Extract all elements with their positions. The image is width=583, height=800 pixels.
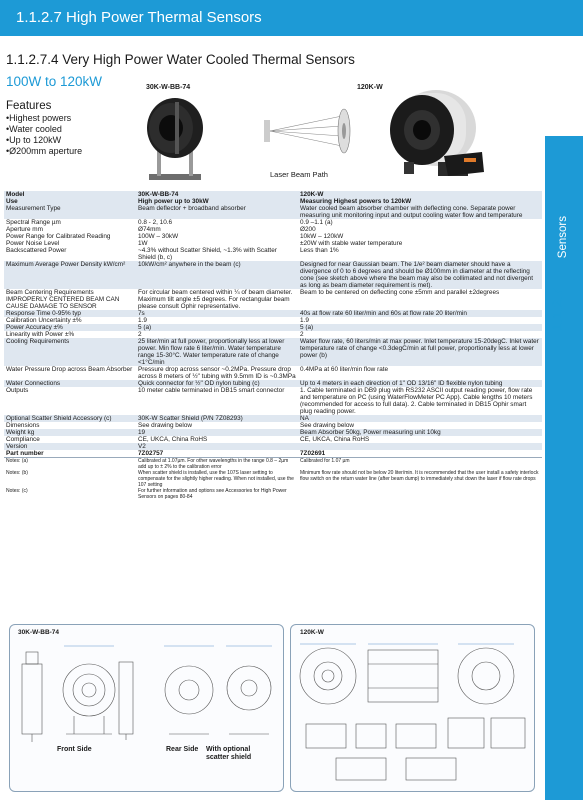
spec-label-cell: Model — [4, 191, 136, 198]
spec-value-cell: 40s at flow rate 60 liter/min and 60s at flow rate 20 liter/min — [298, 310, 542, 317]
spec-value-cell: Designed for near Gaussian beam. The 1/e² beam diameter should have a divergence of 0 to 6 degrees and should be Ø100mm in diameter at the reflecting cone (see sketch above where the beam may also be collimated and not divergent as long as beam diameter requirement is met). — [298, 261, 542, 289]
spec-value-cell: V2 — [136, 443, 298, 450]
caption-scatter-shield: With optional scatter shield — [206, 746, 252, 761]
spec-row — [4, 443, 542, 450]
spec-label-cell: Maximum Average Power Density kW/cm² — [4, 261, 136, 289]
spec-row — [4, 338, 542, 366]
spec-value-cell: Pressure drop across sensor ~0.2MPa. Pressure drop across 8 meters of ½" tubing with 9.5mm ID is ~0.3MPa — [138, 366, 296, 380]
spec-row — [4, 429, 542, 436]
spec-row — [4, 366, 542, 380]
spec-row — [4, 261, 542, 289]
spec-row — [4, 226, 542, 233]
spec-value-cell: 30K-W Scatter Shield (P/N 7Z08293) — [136, 415, 298, 422]
spec-value-cell: Up to 4 meters in each direction of 1" OD 13/16" ID flexible nylon tubing — [298, 380, 542, 387]
spec-row — [4, 380, 542, 387]
spec-row — [4, 458, 542, 471]
features-list — [6, 113, 82, 157]
side-section-number: 1.1.2.7 — [549, 288, 565, 331]
spec-value-cell: Quick connector for ½" OD nylon tubing (c) — [136, 380, 298, 387]
drawing-title-30k: 30K-W-BB-74 — [18, 629, 60, 636]
spec-label-cell: Notes: (c) — [6, 488, 28, 494]
sensor-30k-image — [135, 92, 215, 182]
spec-label-cell: Part number — [6, 450, 44, 457]
spec-value-cell: For circular beam centered within ¼ of beam diameter. Maximum tilt angle ±5 degrees. For rectangular beam please consult Ophir representative. — [138, 289, 293, 310]
spec-label-cell: Measurement Type — [4, 205, 136, 219]
spec-label-cell: Power Noise Level — [6, 240, 60, 247]
spec-value-cell: See drawing below — [300, 422, 354, 429]
spec-label-cell: Version — [4, 443, 136, 450]
spec-label-cell: Power Range for Calibrated Reading — [6, 233, 111, 240]
spec-label-cell: Calibration Uncertainty ±% — [6, 317, 82, 324]
laser-beam-path-diagram — [262, 96, 362, 166]
spec-value-cell: High power up to 30kW — [136, 198, 298, 205]
spec-value-cell: 0.9 –1.1 (a) — [300, 219, 333, 226]
spec-value-cell: For further information and options see Accessories for High Power Sensors on pages 80-84 — [138, 488, 287, 500]
spec-value-cell: ±20W with stable water temperature — [300, 240, 403, 247]
spec-label-cell: Notes: (a) — [4, 458, 136, 471]
spec-label-cell: Optional Scatter Shield Accessory (c) — [4, 415, 136, 422]
spec-label-cell: Outputs — [6, 387, 29, 394]
feature-item: • Up to 120kW — [6, 135, 82, 146]
spec-row — [4, 324, 542, 331]
spec-label-cell: Use — [4, 198, 136, 205]
spec-label-cell: Response Time 0-95% typ — [4, 310, 136, 317]
spec-value-cell: 1.9 — [138, 317, 147, 324]
section-range: 100W to 120kW — [6, 74, 103, 89]
spec-value-cell: 30K-W-BB-74 — [136, 191, 298, 198]
spec-value-cell: 7Z02691 — [300, 450, 326, 457]
spec-value-cell: Ø200 — [300, 226, 316, 233]
spec-value-cell — [298, 488, 542, 500]
spec-value-cell: 2 — [300, 331, 304, 338]
header-title: 1.1.2.7 High Power Thermal Sensors — [16, 9, 262, 26]
spec-row — [4, 317, 542, 324]
spec-value-cell: CE, UKCA, China RoHS — [300, 436, 370, 443]
feature-item: • Water cooled — [6, 124, 82, 135]
spec-label-cell: Cooling Requirements — [4, 338, 136, 366]
header-bar — [0, 0, 583, 36]
spec-row — [4, 488, 542, 500]
spec-row — [4, 422, 542, 429]
image-label-30k: 30K-W-BB-74 — [146, 84, 191, 91]
spec-value-cell: Beam Absorber 50kg, Power measuring unit 10kg — [298, 429, 542, 436]
spec-row — [4, 219, 542, 226]
drawing-30k-views — [14, 640, 280, 744]
spec-value-cell: NA — [298, 415, 542, 422]
spec-value-cell: 1. Cable terminated in DB9 plug with RS232 ASCII output reading power, flow rate and temperature on PC (using WaterFlowMeter PC App). Cable lengths 10 meters (recommended for access to full data). 2. Cable terminated in DB15 Ophir smart plug reading power. — [300, 387, 533, 415]
spec-value-cell: 10kW/cm² anywhere in the beam (c) — [136, 261, 298, 289]
spec-row — [4, 233, 542, 240]
spec-value-cell: 25 liter/min at full power, proportionally less at lower power. Min flow rate 6 liter/min. Water temperature range 15-30°C. Water temperature rate of change <1°C/min — [136, 338, 298, 366]
laser-beam-path-label: Laser Beam Path — [270, 170, 328, 179]
caption-rear-side: Rear Side — [166, 746, 199, 753]
spec-row — [4, 415, 542, 422]
spec-value-cell — [298, 443, 542, 450]
image-label-120k: 120K-W — [357, 84, 383, 91]
spec-value-cell: Less than 1% — [300, 247, 339, 254]
spec-row — [4, 205, 542, 219]
drawing-120k-views — [296, 640, 532, 788]
spec-label-cell: Linearity with Power ±% — [6, 331, 75, 338]
spec-value-cell: Measuring Highest powers to 120kW — [298, 198, 542, 205]
features-title: Features — [6, 100, 52, 112]
spec-value-cell: 10kW – 120kW — [300, 233, 344, 240]
spec-row — [4, 387, 542, 415]
spec-value-cell: Minimum flow rate should not be below 20 liter/min. It is recommended that the user install a safety interlock flow switch on the return water line (after beam dump) to immediately shut down the laser if flow rate drops — [300, 470, 539, 482]
feature-item: • Ø200mm aperture — [6, 146, 82, 157]
spec-row — [4, 240, 542, 247]
feature-item: • Highest powers — [6, 113, 82, 124]
caption-front-side: Front Side — [57, 746, 92, 753]
spec-value-cell: 100W – 30kW — [138, 233, 179, 240]
spec-row — [4, 191, 542, 198]
spec-row — [4, 450, 542, 458]
spec-row — [4, 470, 542, 488]
spec-label-cell: Notes: (b) — [6, 470, 28, 476]
spec-label-cell: Water Connections — [4, 380, 136, 387]
spec-label-cell: Aperture mm — [6, 226, 43, 233]
spec-value-cell: Water flow rate, 60 liters/min at max power. Inlet temperature 15-20degC. Inlet water temperature rate of change <0.3degC/min at full power, proportionally less at lower power (b) — [298, 338, 542, 366]
spec-value-cell: See drawing below — [138, 422, 192, 429]
spec-value-cell: CE, UKCA, China RoHS — [138, 436, 208, 443]
spec-value-cell: 7Z02757 — [138, 450, 164, 457]
spec-label-cell: Beam Centering Requirements IMPROPERLY CENTERED BEAM CAN CAUSE DAMAGE TO SENSOR — [6, 289, 120, 310]
spec-value-cell: Beam to be centered on deflecting cone ±5mm and parallel ±2degrees — [300, 289, 500, 296]
spec-value-cell: 0.4MPa at 60 liter/min flow rate — [300, 366, 389, 373]
spec-value-cell: Ø74mm — [138, 226, 161, 233]
spec-value-cell: When scatter shield is installed, use the 107S laser setting to compensate for the slightly higher reading. When not installed, use the 107 setting — [138, 470, 294, 488]
spec-row — [4, 436, 542, 443]
spec-row — [4, 247, 542, 261]
spec-value-cell: 19 — [136, 429, 298, 436]
sensor-120k-image — [378, 88, 488, 188]
spec-value-cell: 5 (a) — [136, 324, 298, 331]
spec-value-cell: Calibrated for 1.07 µm — [298, 458, 542, 471]
spec-label-cell: Spectral Range µm — [6, 219, 61, 226]
side-tab-label: Sensors — [557, 216, 569, 259]
spec-label-cell: Power Accuracy ±% — [4, 324, 136, 331]
spec-row — [4, 331, 542, 338]
spec-table — [4, 191, 542, 500]
drawing-title-120k: 120K-W — [300, 629, 324, 636]
spec-value-cell: 0.8 - 2, 10.6 — [138, 219, 173, 226]
spec-label-cell: Water Pressure Drop across Beam Absorber — [6, 366, 133, 373]
spec-row — [4, 310, 542, 317]
spec-value-cell: 1.9 — [300, 317, 309, 324]
spec-row — [4, 289, 542, 310]
spec-row — [4, 198, 542, 205]
spec-value-cell: ~4.3% without Scatter Shield, ~1.3% with Scatter Shield (b, c) — [138, 247, 277, 261]
spec-value-cell: Water cooled beam absorber chamber with deflecting cone. Separate power measuring unit monitoring input and output cooling water flow and temperature — [298, 205, 542, 219]
spec-value-cell: 120K-W — [298, 191, 542, 198]
spec-label-cell: Compliance — [6, 436, 40, 443]
spec-label-cell: Dimensions — [6, 422, 40, 429]
spec-value-cell: 2 — [138, 331, 142, 338]
spec-value-cell: 1W — [138, 240, 148, 247]
spec-value-cell: 7s — [136, 310, 298, 317]
spec-label-cell: Weight kg — [4, 429, 136, 436]
spec-value-cell: 10 meter cable terminated in DB15 smart connector — [138, 387, 285, 394]
spec-label-cell: Backscattered Power — [6, 247, 67, 254]
spec-value-cell: 5 (a) — [298, 324, 542, 331]
spec-value-cell: Calibrated at 1.07µm. For other wavelengths in the range 0.8 – 2µm add up to ± 2% to the calibration error — [136, 458, 298, 471]
section-title: 1.1.2.7.4 Very High Power Water Cooled Thermal Sensors — [6, 52, 355, 67]
spec-value-cell: Beam deflector + broadband absorber — [136, 205, 298, 219]
side-tab — [545, 136, 583, 800]
